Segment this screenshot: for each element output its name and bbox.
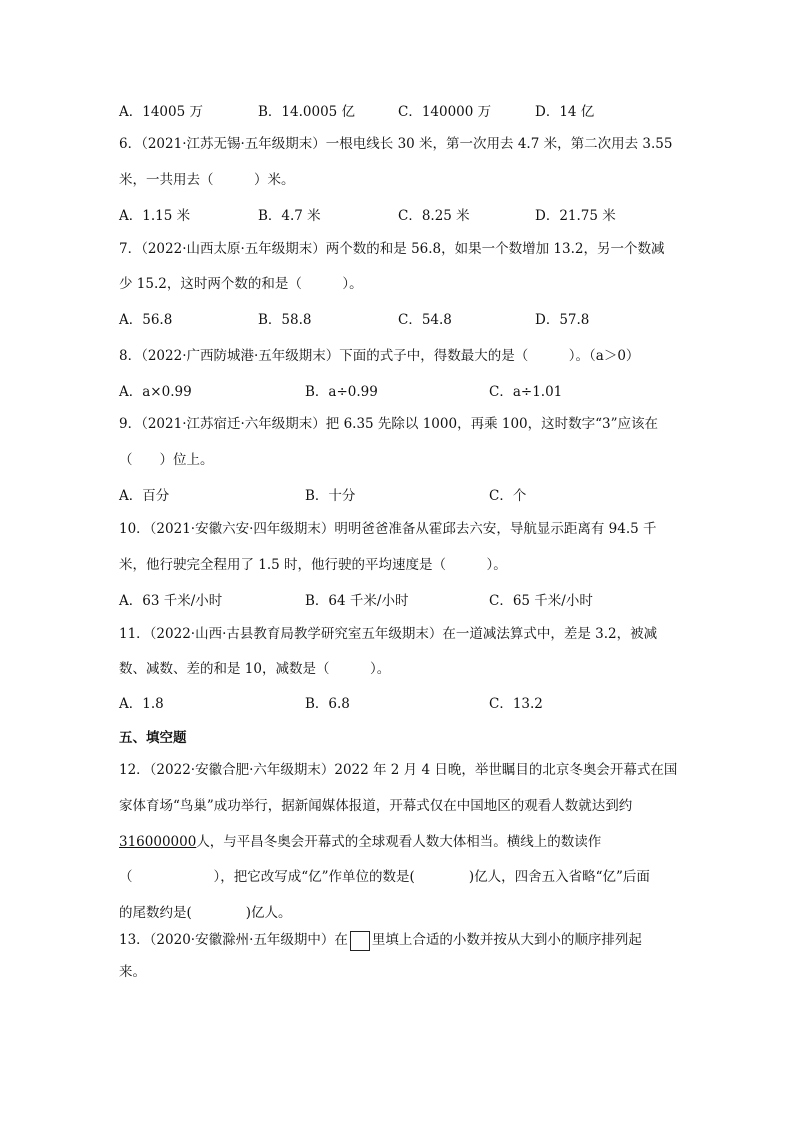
q10-stem-line1: 10．（2021·安徽六安·四年级期末）明明爸爸准备从霍邱去六安，导航显示距离有 94.5 千 bbox=[119, 521, 657, 537]
q13-stem-line1 bbox=[119, 930, 642, 951]
q5-option-d: D．14 亿 bbox=[535, 104, 595, 120]
q10-stem-line2: 米，他行驶完全程用了 1.5 时，他行驶的平均速度是（ ）。 bbox=[119, 557, 507, 573]
q13-stem-line2: 来。 bbox=[119, 964, 146, 980]
q13-line1-text-b: 里填上合适的小数并按从大到小的顺序排列起 bbox=[371, 932, 642, 948]
q5-option-a: A．14005 万 bbox=[119, 104, 203, 120]
q7-stem-line2: 少 15.2，这时两个数的和是（ ）。 bbox=[119, 276, 363, 292]
q11-option-a: A．1.8 bbox=[119, 696, 164, 712]
q13-line1-text-a: 13．（2020·安徽滁州·五年级期中）在 bbox=[119, 932, 348, 948]
q6-option-a: A．1.15 米 bbox=[119, 208, 191, 224]
q11-stem-line1: 11．（2022·山西·古县教育局教学研究室五年级期末）在一道减法算式中，差是 3.2，被减 bbox=[119, 626, 658, 642]
q5-option-b: B．14.0005 亿 bbox=[258, 104, 356, 120]
q12-stem-line4: （ ），把它改写成“亿”作单位的数是( )亿人，四舍五入省略“亿”后面 bbox=[119, 869, 650, 885]
q12-stem-line1: 12．（2022·安徽合肥·六年级期末）2022 年 2 月 4 日晚，举世瞩目的北京冬奥会开幕式在国 bbox=[119, 762, 678, 778]
answer-box bbox=[350, 931, 370, 951]
q7-option-b: B．58.8 bbox=[258, 312, 312, 328]
q6-stem-line1: 6．（2021·江苏无锡·五年级期末）一根电线长 30 米，第一次用去 4.7 米，第二次用去 3.55 bbox=[119, 136, 673, 152]
q7-option-c: C．54.8 bbox=[398, 312, 452, 328]
q7-option-a: A．56.8 bbox=[119, 312, 173, 328]
q9-option-a: A．百分 bbox=[119, 488, 170, 504]
q12-line3-text: 人，与平昌冬奥会开幕式的全球观看人数大体相当。横线上的数读作 bbox=[196, 834, 602, 850]
q11-option-c: C．13.2 bbox=[489, 696, 543, 712]
q9-stem-line2: （ ）位上。 bbox=[119, 452, 214, 468]
q10-option-a: A．63 千米/小时 bbox=[119, 593, 223, 609]
q10-option-c: C．65 千米/小时 bbox=[489, 593, 593, 609]
q8-option-b: B．a÷0.99 bbox=[305, 384, 378, 400]
q9-option-c: C．个 bbox=[489, 488, 527, 504]
q11-options bbox=[119, 694, 759, 714]
q11-option-b: B．6.8 bbox=[305, 696, 350, 712]
q8-option-a: A．a×0.99 bbox=[119, 384, 192, 400]
q10-options bbox=[119, 591, 759, 611]
q8-option-c: C．a÷1.01 bbox=[489, 384, 563, 400]
q6-stem-line2: 米，一共用去（ ）米。 bbox=[119, 172, 295, 188]
q7-stem-line1: 7．（2022·山西太原·五年级期末）两个数的和是 56.8，如果一个数增加 13.2，另一个数减 bbox=[119, 241, 665, 257]
section-heading-fill-in: 五、填空题 bbox=[119, 730, 187, 746]
q9-option-b: B．十分 bbox=[305, 488, 356, 504]
q10-option-b: B．64 千米/小时 bbox=[305, 593, 409, 609]
q12-stem-line2: 家体育场“鸟巢”成功举行，据新闻媒体报道，开幕式仅在中国地区的观看人数就达到约 bbox=[119, 798, 633, 814]
q9-options bbox=[119, 486, 759, 506]
q6-option-d: D．21.75 米 bbox=[535, 208, 616, 224]
q9-stem-line1: 9．（2021·江苏宿迁·六年级期末）把 6.35 先除以 1000，再乘 100，这时数字“3”应该在 bbox=[119, 416, 659, 432]
q6-option-c: C．8.25 米 bbox=[398, 208, 470, 224]
q7-option-d: D．57.8 bbox=[535, 312, 590, 328]
q12-stem-line5: 的尾数约是( )亿人。 bbox=[119, 905, 292, 921]
q5-option-c: C．140000 万 bbox=[398, 104, 492, 120]
q12-underlined-number: 316000000 bbox=[119, 834, 197, 850]
q8-options bbox=[119, 382, 759, 402]
q6-option-b: B．4.7 米 bbox=[258, 208, 321, 224]
q11-stem-line2: 数、减数、差的和是 10，减数是（ ）。 bbox=[119, 661, 391, 677]
q5-options bbox=[119, 102, 759, 122]
q12-stem-line3 bbox=[119, 832, 601, 852]
q8-stem-line1: 8．（2022·广西防城港·五年级期末）下面的式子中，得数最大的是（ ）。（a＞0） bbox=[119, 348, 640, 364]
q6-options bbox=[119, 206, 759, 226]
q7-options bbox=[119, 310, 759, 330]
